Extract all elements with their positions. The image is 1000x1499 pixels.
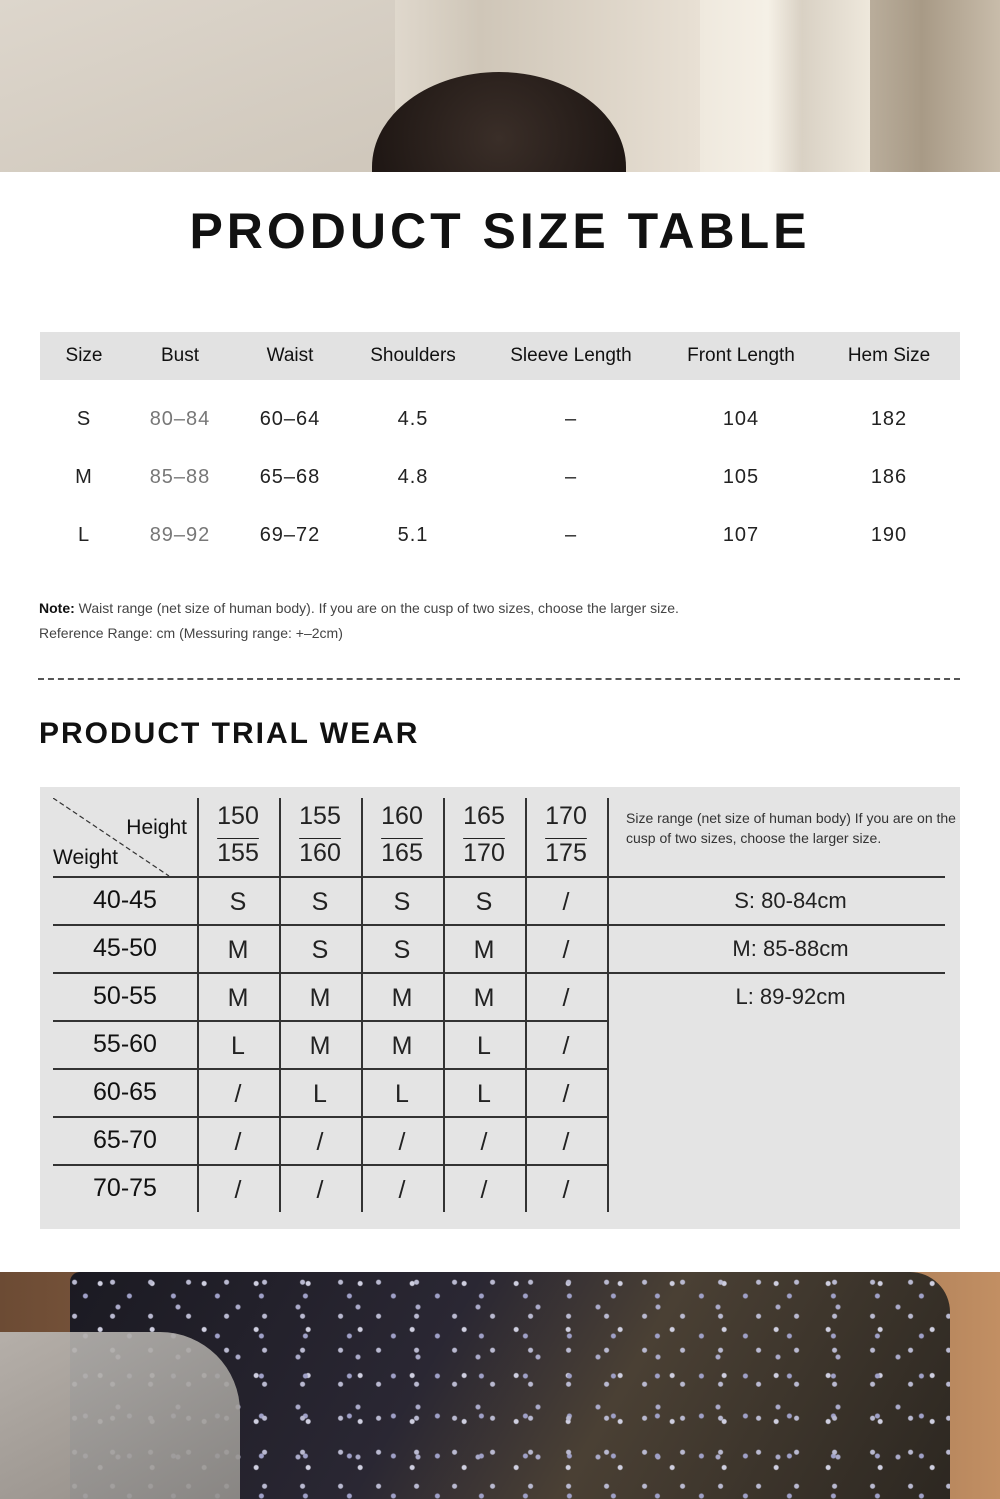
size-cell: S [393,936,411,964]
grid-horizontal-line [53,972,945,974]
size-cell: M [473,984,495,1012]
height-to: 165 [381,839,423,867]
trial-wear-title: PRODUCT TRIAL WEAR [39,717,420,750]
size-cell: / [234,1176,242,1204]
weight-row-label: 65-70 [93,1126,157,1154]
table-row [40,390,960,448]
cell-waist: 69–72 [259,523,321,546]
height-from: 155 [299,802,341,830]
size-cell: / [316,1176,324,1204]
height-column-header [197,798,279,876]
cell-shoulders: 4.5 [397,407,429,430]
cell-shoulders: 4.8 [397,465,429,488]
reference-range: Reference Range: cm (Messuring range: +–2cm) [39,625,343,641]
cell-sleeve-length: – [564,407,578,430]
height-from: 160 [381,802,423,830]
height-to: 160 [299,839,341,867]
dashed-divider [38,678,960,680]
size-cell: M [473,936,495,964]
size-cell: / [562,984,570,1012]
size-cell: M [227,984,249,1012]
size-cell: L [313,1080,327,1108]
size-range-value: M: 85-88cm [732,936,849,961]
size-cell: / [398,1128,406,1156]
cell-bust: 89–92 [149,523,211,546]
size-cell: L [395,1080,409,1108]
header-bust: Bust [160,345,200,366]
cell-size: L [77,523,91,546]
size-cell: / [562,1032,570,1060]
grid-horizontal-line [53,876,945,878]
size-cell: M [309,984,331,1012]
size-table [40,332,960,564]
cell-sleeve-length: – [564,523,578,546]
size-cell: S [311,888,329,916]
size-cell: S [475,888,493,916]
height-from: 165 [463,802,505,830]
height-to: 155 [217,839,259,867]
size-range-value: S: 80-84cm [734,888,847,913]
cell-shoulders: 5.1 [397,523,429,546]
cell-sleeve-length: – [564,465,578,488]
size-cell: M [391,984,413,1012]
header-shoulders: Shoulders [370,345,456,366]
cell-front-length: 105 [722,465,760,488]
size-cell: L [231,1032,245,1060]
size-cell: S [393,888,411,916]
size-cell: / [562,1080,570,1108]
height-label: Height [126,816,187,839]
size-table-header [40,332,960,380]
photo-sleeve [0,1332,240,1499]
grid-vertical-line [607,798,609,1212]
cell-hem-size: 190 [870,523,908,546]
cell-hem-size: 182 [870,407,908,430]
grid-horizontal-line [53,1020,607,1022]
note-text: Waist range (net size of human body). If you are on the cusp of two sizes, choose the larger size. [74,600,679,616]
note-line [39,596,679,621]
size-cell: / [562,1128,570,1156]
weight-row-label: 60-65 [93,1078,157,1106]
size-cell: M [227,936,249,964]
height-to: 170 [463,839,505,867]
size-note [39,596,679,646]
photo-door [700,0,870,172]
header-hem-size: Hem Size [847,345,931,366]
size-cell: / [480,1128,488,1156]
top-product-photo [0,0,1000,172]
height-column-header [279,798,361,876]
height-column-header [361,798,443,876]
height-column-header [443,798,525,876]
grid-horizontal-line [53,1116,607,1118]
bottom-product-photo [0,1272,1000,1499]
height-from: 170 [545,802,587,830]
note-label: Note: [39,600,75,616]
weight-row-label: 70-75 [93,1174,157,1202]
weight-row-label: 50-55 [93,982,157,1010]
size-cell: / [398,1176,406,1204]
size-cell: L [477,1080,491,1108]
model-hair [372,72,626,172]
trial-wear-table [40,787,960,1229]
cell-waist: 60–64 [259,407,321,430]
header-front-length: Front Length [687,345,795,366]
size-cell: / [316,1128,324,1156]
height-to: 175 [545,839,587,867]
size-cell: S [311,936,329,964]
size-range-value: L: 89-92cm [735,984,846,1009]
weight-row-label: 40-45 [93,886,157,914]
height-from: 150 [217,802,259,830]
cell-hem-size: 186 [870,465,908,488]
size-cell: / [562,1176,570,1204]
size-cell: M [309,1032,331,1060]
table-row [40,448,960,506]
cell-bust: 80–84 [149,407,211,430]
weight-row-label: 55-60 [93,1030,157,1058]
header-waist: Waist [266,345,314,366]
cell-front-length: 104 [722,407,760,430]
size-cell: S [229,888,247,916]
size-cell: M [391,1032,413,1060]
cell-front-length: 107 [722,523,760,546]
size-cell: / [480,1176,488,1204]
cell-bust: 85–88 [149,465,211,488]
grid-horizontal-line [53,1068,607,1070]
table-row [40,506,960,564]
corner-header [53,798,197,876]
grid-horizontal-line [53,1164,607,1166]
size-cell: / [562,936,570,964]
size-cell: L [477,1032,491,1060]
cell-waist: 65–68 [259,465,321,488]
photo-wall [0,0,395,172]
height-column-header [525,798,607,876]
grid-horizontal-line [53,924,945,926]
weight-label: Weight [53,846,118,869]
header-size: Size [65,345,103,366]
size-cell: / [234,1128,242,1156]
size-cell: / [234,1080,242,1108]
header-sleeve-length: Sleeve Length [510,345,632,366]
size-cell: / [562,888,570,916]
photo-door-frame [870,0,1000,172]
page-title: PRODUCT SIZE TABLE [189,203,811,259]
cell-size: S [76,407,92,430]
weight-row-label: 45-50 [93,934,157,962]
cell-size: M [75,465,93,488]
range-note: Size range (net size of human body) If you are on the cusp of two sizes, choose the larger size. [626,810,956,846]
